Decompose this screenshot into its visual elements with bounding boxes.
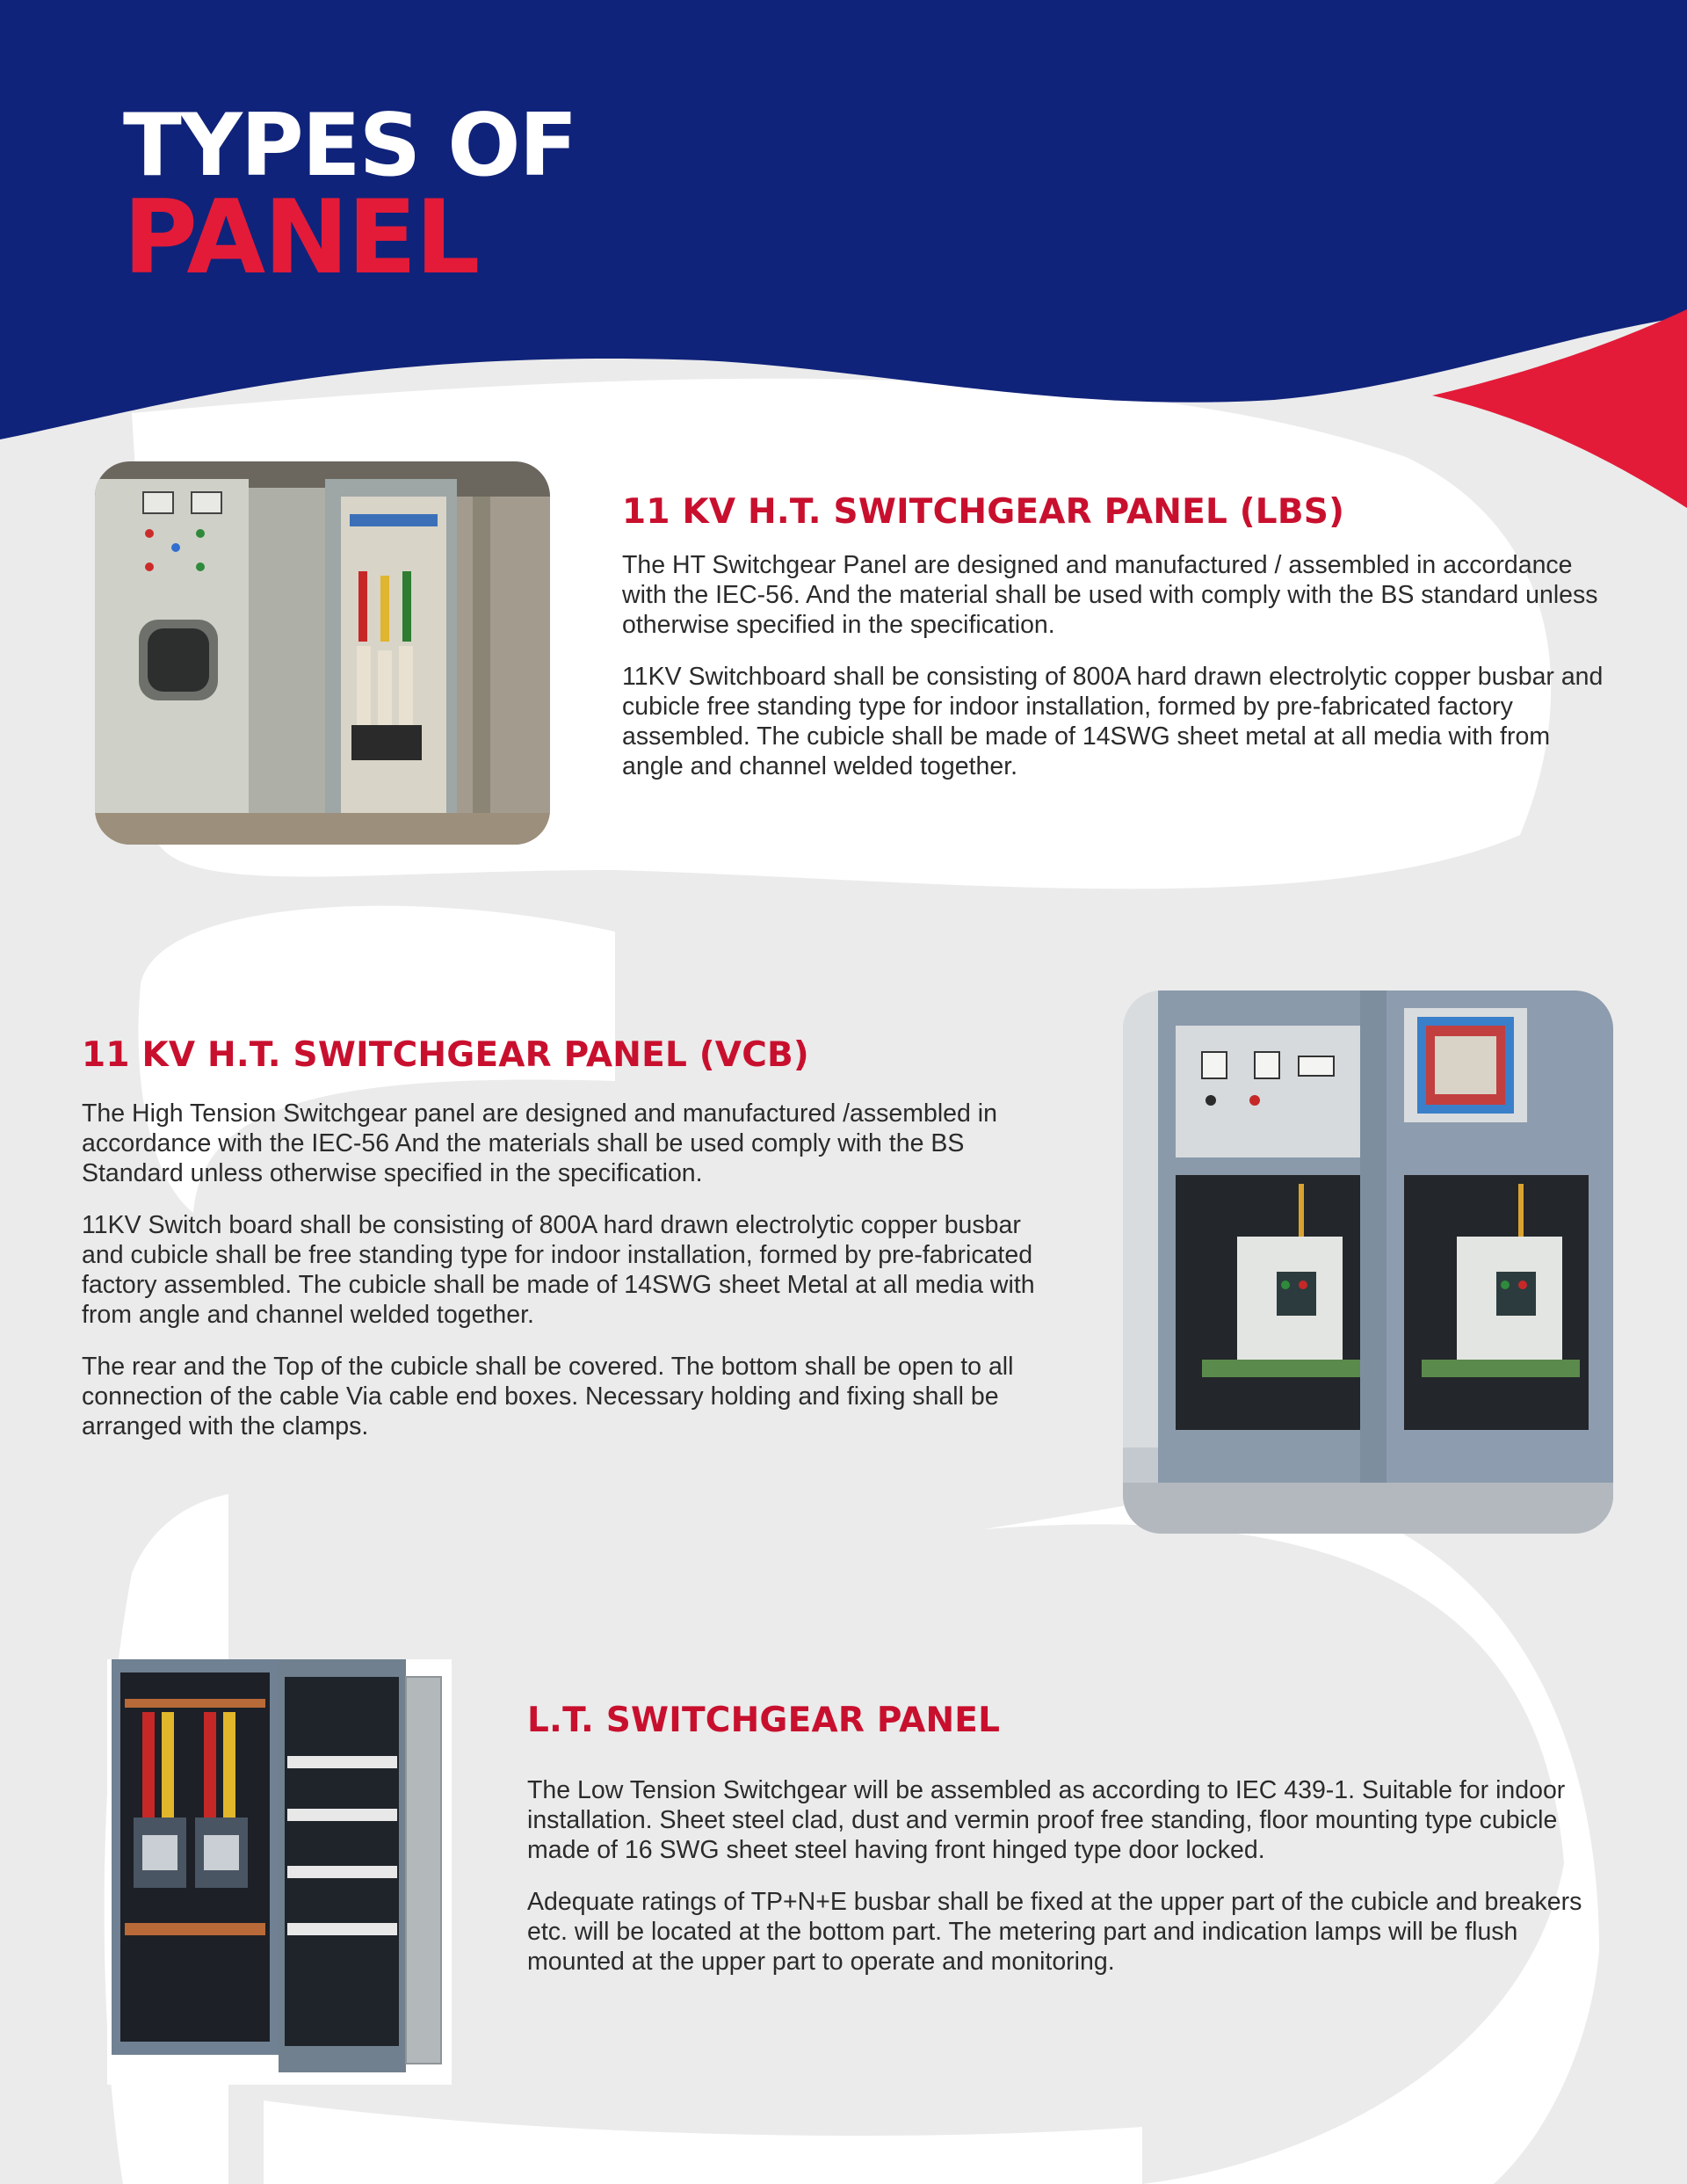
lbs-body — [622, 550, 1606, 803]
page-title — [123, 96, 576, 298]
lbs-panel-photo — [95, 461, 550, 845]
vcb-panel-photo — [1123, 990, 1613, 1534]
vcb-heading: 11 KV H.T. SWITCHGEAR PANEL (VCB) — [82, 1035, 809, 1075]
lt-paragraph-2: Adequate ratings of TP+N+E busbar shall be fixed at the upper part of the cubicle and breakers etc. will be located at the bottom part. The metering part and indication lamps will be flush mounted at the upper part to operate and monitoring. — [527, 1888, 1582, 1976]
lbs-paragraph-2: 11KV Switchboard shall be consisting of 800A hard drawn electrolytic copper busbar and cubicle free standing type for indoor installation, formed by pre-fabricated factory assembled. The cubicle shall be made of 14SWG sheet metal at all media with from angle and channel welded together. — [622, 663, 1604, 780]
lbs-paragraph-1: The HT Switchgear Panel are designed and manufactured / assembled in accordance with the IEC-56. And the material shall be used with comply with the BS standard unless otherwise specified in the specification. — [622, 551, 1598, 639]
vcb-body — [82, 1099, 1066, 1463]
vcb-paragraph-2: 11KV Switch board shall be consisting of 800A hard drawn electrolytic copper busbar and cubicle shall be free standing type for indoor installation, formed by pre-fabricated factory assembled. The cubicle shall be made of 14SWG sheet Metal at all media with from angle and channel welded together. — [82, 1211, 1035, 1329]
vcb-paragraph-3: The rear and the Top of the cubicle shall be covered. The bottom shall be open to all connection of the cable Via cable end boxes. Necessary holding and fixing shall be arranged with the clamps. — [82, 1353, 1014, 1440]
lt-body — [527, 1775, 1613, 1999]
page-title-line1: TYPES OF — [123, 96, 576, 196]
lt-heading: L.T. SWITCHGEAR PANEL — [527, 1701, 1001, 1740]
lbs-heading: 11 KV H.T. SWITCHGEAR PANEL (LBS) — [622, 492, 1345, 532]
lt-panel-photo — [107, 1659, 452, 2085]
page-title-line2: PANEL — [123, 178, 479, 298]
vcb-paragraph-1: The High Tension Switchgear panel are designed and manufactured /assembled in accordance with the IEC-56 And the materials shall be used comply with the BS Standard unless otherwise specified in the specification. — [82, 1099, 997, 1187]
lt-paragraph-1: The Low Tension Switchgear will be assembled as according to IEC 439-1. Suitable for indoor installation. Sheet steel clad, dust and vermin proof free standing, floor mounting type cubicle made of 16 SWG sheet steel having front hinged type door locked. — [527, 1776, 1566, 1864]
